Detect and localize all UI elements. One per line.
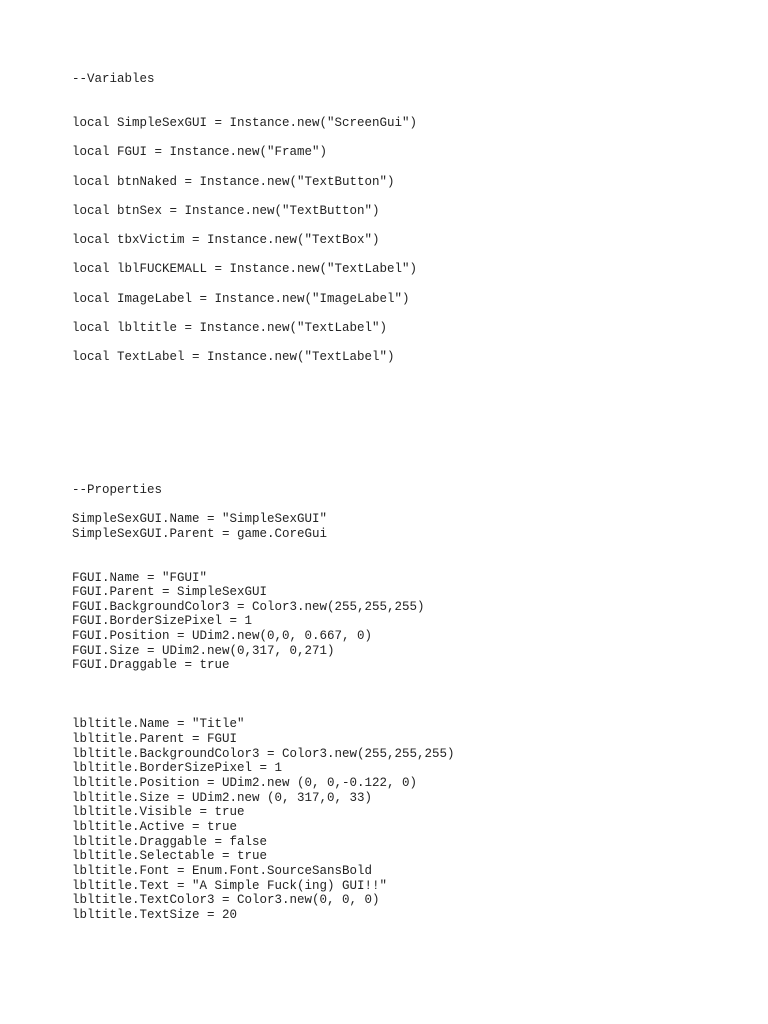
code-line: local lblFUCKEMALL = Instance.new("TextLabel") [72, 262, 418, 276]
code-line: local TextLabel = Instance.new("TextLabel") [72, 350, 395, 364]
code-line: lbltitle.Font = Enum.Font.SourceSansBold [72, 864, 373, 878]
code-line: FGUI.Parent = SimpleSexGUI [72, 585, 268, 599]
code-line: local SimpleSexGUI = Instance.new("ScreenGui") [72, 116, 418, 130]
code-line: FGUI.BorderSizePixel = 1 [72, 614, 253, 628]
code-line: lbltitle.Selectable = true [72, 849, 268, 863]
code-line: lbltitle.Size = UDim2.new (0, 317,0, 33) [72, 791, 373, 805]
code-line: local lbltitle = Instance.new("TextLabel") [72, 321, 388, 335]
code-line: FGUI.BackgroundColor3 = Color3.new(255,255,255) [72, 600, 425, 614]
code-line: lbltitle.Text = "A Simple Fuck(ing) GUI!!" [72, 879, 388, 893]
code-line: lbltitle.Active = true [72, 820, 238, 834]
variables-heading: --Variables [72, 72, 155, 86]
code-line: lbltitle.Parent = FGUI [72, 732, 238, 746]
code-line: local btnNaked = Instance.new("TextButton") [72, 175, 395, 189]
properties-heading: --Properties [72, 483, 163, 497]
code-line: SimpleSexGUI.Parent = game.CoreGui [72, 527, 328, 541]
code-line: lbltitle.Draggable = false [72, 835, 268, 849]
code-line: lbltitle.Name = "Title" [72, 717, 245, 731]
code-line: lbltitle.BorderSizePixel = 1 [72, 761, 283, 775]
code-line: FGUI.Draggable = true [72, 658, 230, 672]
code-line: lbltitle.TextColor3 = Color3.new(0, 0, 0) [72, 893, 380, 907]
code-line: local btnSex = Instance.new("TextButton") [72, 204, 380, 218]
code-line: lbltitle.Position = UDim2.new (0, 0,-0.122, 0) [72, 776, 418, 790]
code-line: lbltitle.BackgroundColor3 = Color3.new(255,255,255) [72, 747, 455, 761]
code-line: FGUI.Position = UDim2.new(0,0, 0.667, 0) [72, 629, 373, 643]
code-line: FGUI.Name = "FGUI" [72, 571, 208, 585]
code-line: local tbxVictim = Instance.new("TextBox") [72, 233, 380, 247]
code-line: lbltitle.TextSize = 20 [72, 908, 238, 922]
code-line: FGUI.Size = UDim2.new(0,317, 0,271) [72, 644, 335, 658]
code-line: local FGUI = Instance.new("Frame") [72, 145, 328, 159]
code-line: lbltitle.Visible = true [72, 805, 245, 819]
code-line: SimpleSexGUI.Name = "SimpleSexGUI" [72, 512, 328, 526]
code-line: local ImageLabel = Instance.new("ImageLabel") [72, 292, 410, 306]
